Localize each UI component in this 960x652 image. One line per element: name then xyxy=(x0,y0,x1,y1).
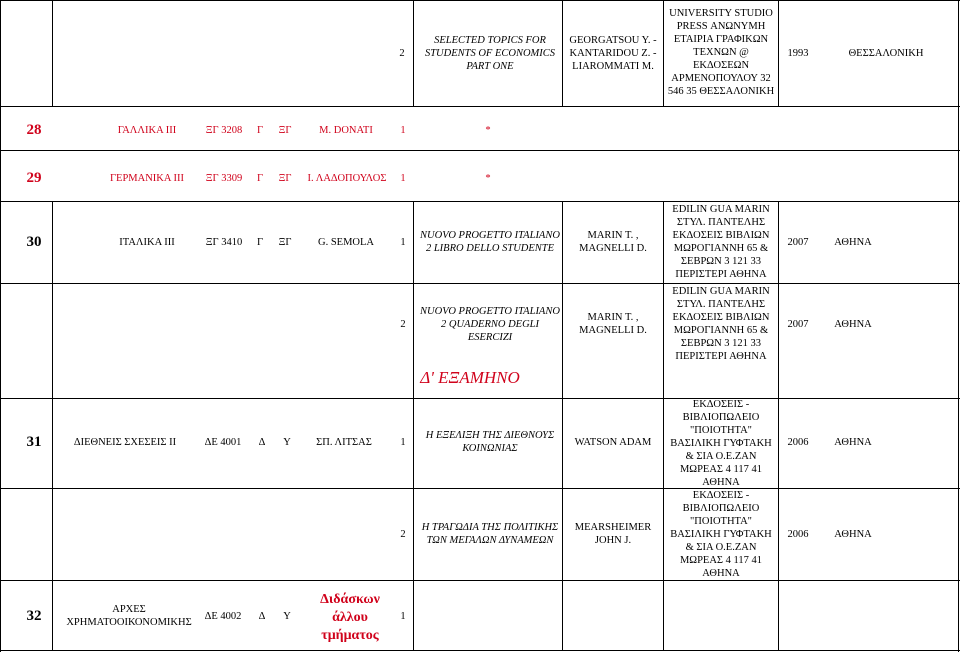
teacher: Ι. ΛΑΔΟΠΟΥΛΟΣ xyxy=(307,172,387,184)
book-title: NUOVO PROGETTO ITALIANO 2 LIBRO DELLO STUDENTE xyxy=(420,230,560,254)
year: 2007 xyxy=(787,236,809,248)
city: ΑΘΗΝΑ xyxy=(834,236,872,248)
course-type: Υ xyxy=(283,436,291,448)
volume-number: 1 xyxy=(400,610,406,622)
volume-number: 1 xyxy=(400,236,406,248)
publisher: ΕΚΔΟΣΕΙΣ - ΒΙΒΛΙΟΠΩΛΕΙΟ "ΠΟΙΟΤΗΤΑ" ΒΑΣΙΛΙΚΗ ΓΥΦΤΑΚΗ & ΣΙΑ Ο.Ε.ΖΑΝ ΜΩΡΕΑΣ 4 117 41 ΑΘΗΝΑ xyxy=(670,489,772,579)
book-authors: MEARSHEIMER JOHN J. xyxy=(574,522,652,546)
semester: Δ xyxy=(258,436,266,448)
volume-number: 1 xyxy=(400,124,406,136)
book-title: NUOVO PROGETTO ITALIANO 2 QUADERNO DEGLI ESERCIZI xyxy=(420,305,560,343)
mark: * xyxy=(485,124,491,136)
book-title: Η ΤΡΑΓΩΔΙΑ ΤΗΣ ΠΟΛΙΤΙΚΗΣ ΤΩΝ ΜΕΓΑΛΩΝ ΔΥΝΑΜΕΩΝ xyxy=(421,522,559,546)
teacher: Διδάσκων άλλου τμήματος xyxy=(320,592,380,643)
course-name: ΓΕΡΜΑΝΙΚΑ ΙΙΙ xyxy=(109,172,185,184)
city: ΑΘΗΝΑ xyxy=(834,436,872,448)
semester: Γ xyxy=(256,236,264,248)
mark: * xyxy=(485,172,491,184)
book-authors: WATSON ADAM xyxy=(574,436,652,448)
course-name: ΓΑΛΛΙΚΑ ΙΙΙ xyxy=(117,124,177,136)
volume-number: 1 xyxy=(400,172,406,184)
publisher: UNIVERSITY STUDIO PRESS ΑΝΩΝΥΜΗ ΕΤΑΙΡΙΑ ΓΡΑΦΙΚΩΝ ΤΕΧΝΩΝ @ ΕΚΔΟΣΕΩΝ ΑΡΜΕΝΟΠΟΥΛΟΥ 32 546 35 ΘΕΣΣΑΛΟΝΙΚΗ xyxy=(667,7,775,97)
course-type: ΞΓ xyxy=(278,172,292,184)
course-name: ΔΙΕΘΝΕΙΣ ΣΧΕΣΕΙΣ ΙΙ xyxy=(73,436,177,448)
year: 1993 xyxy=(787,47,809,59)
course-code: ΞΓ 3208 xyxy=(205,124,243,136)
book-authors: GEORGATSOU Y. - KANTARIDOU Z. - LIAROMMATI M. xyxy=(569,34,657,72)
year: 2006 xyxy=(787,436,809,448)
teacher: ΣΠ. ΛΙΤΣΑΣ xyxy=(316,436,372,448)
semester-heading: Δ' ΕΞΑΜΗΝΟ xyxy=(420,368,520,387)
book-authors: MARIN T. , MAGNELLI D. xyxy=(579,230,647,254)
book-title: SELECTED TOPICS FOR STUDENTS OF ECONOMICS PART ONE xyxy=(424,34,556,72)
semester: Γ xyxy=(256,172,264,184)
book-title: Η ΕΞΕΛΙΞΗ ΤΗΣ ΔΙΕΘΝΟΥΣ ΚΟΙΝΩΝΙΑΣ xyxy=(425,430,555,454)
course-code: ΔΕ 4001 xyxy=(204,436,242,448)
publisher: EDILIN GUA MARIN ΣΤΥΛ. ΠΑΝΤΕΛΗΣ ΕΚΔΟΣΕΙΣ ΒΙΒΛΙΩΝ ΜΩΡΟΓΙΑΝΝΗ 65 & ΣΕΒΡΩΝ 3 121 33 ΠΕΡΙΣΤΕΡΙ ΑΘΗΝΑ xyxy=(672,204,770,280)
teacher: G. SEMOLA xyxy=(317,236,374,248)
course-code: ΞΓ 3309 xyxy=(205,172,243,184)
row-number: 28 xyxy=(26,121,42,138)
publisher: ΕΚΔΟΣΕΙΣ - ΒΙΒΛΙΟΠΩΛΕΙΟ "ΠΟΙΟΤΗΤΑ" ΒΑΣΙΛΙΚΗ ΓΥΦΤΑΚΗ & ΣΙΑ Ο.Ε.ΖΑΝ ΜΩΡΕΑΣ 4 117 41 ΑΘΗΝΑ xyxy=(670,398,772,488)
city: ΘΕΣΣΑΛΟΝΙΚΗ xyxy=(848,47,924,59)
year: 2007 xyxy=(787,318,809,330)
row-number: 32 xyxy=(26,607,42,624)
course-code: ΔΕ 4002 xyxy=(204,610,242,622)
book-authors: MARIN T. , MAGNELLI D. xyxy=(579,312,647,336)
course-name: ΑΡΧΕΣ ΧΡΗΜΑΤΟΟΙΚΟΝΟΜΙΚΗΣ xyxy=(66,604,192,628)
row-number: 31 xyxy=(26,433,42,450)
year: 2006 xyxy=(787,528,809,540)
row-number: 30 xyxy=(26,233,42,250)
course-type: ΞΓ xyxy=(278,124,292,136)
teacher: M. DONATI xyxy=(319,124,373,136)
row-number: 29 xyxy=(26,169,42,186)
semester: Γ xyxy=(256,124,264,136)
semester: Δ xyxy=(258,610,266,622)
course-name: ΙΤΑΛΙΚΑ ΙΙΙ xyxy=(119,236,175,248)
volume-number: 2 xyxy=(400,318,406,330)
city: ΑΘΗΝΑ xyxy=(834,318,872,330)
course-code: ΞΓ 3410 xyxy=(205,236,243,248)
volume-number: 2 xyxy=(399,47,405,59)
publisher: EDILIN GUA MARIN ΣΤΥΛ. ΠΑΝΤΕΛΗΣ ΕΚΔΟΣΕΙΣ ΒΙΒΛΙΩΝ ΜΩΡΟΓΙΑΝΝΗ 65 & ΣΕΒΡΩΝ 3 121 33 ΠΕΡΙΣΤΕΡΙ ΑΘΗΝΑ xyxy=(672,286,770,362)
course-type: ΞΓ xyxy=(278,236,292,248)
course-type: Υ xyxy=(283,610,291,622)
volume-number: 2 xyxy=(400,528,406,540)
city: ΑΘΗΝΑ xyxy=(834,528,872,540)
volume-number: 1 xyxy=(400,436,406,448)
